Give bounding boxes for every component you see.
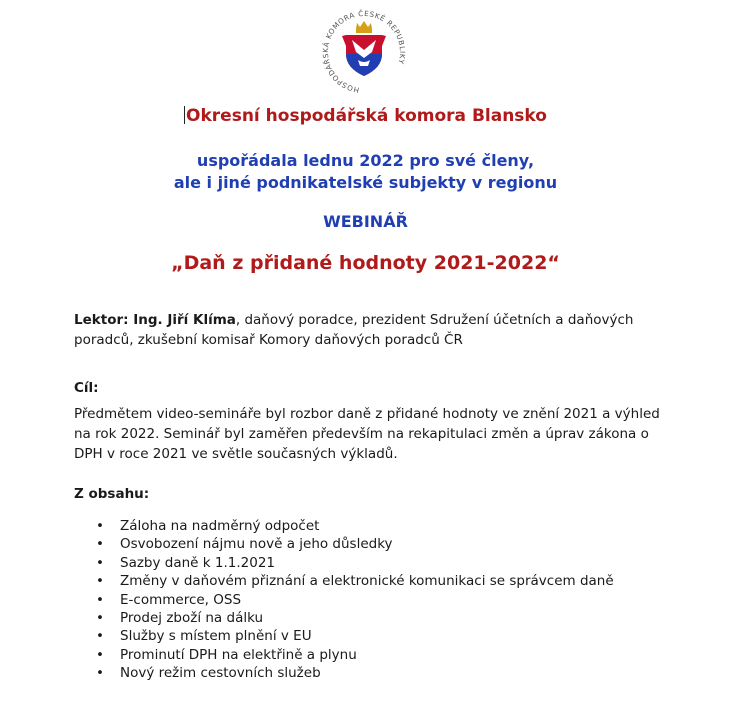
list-item: • Prominutí DPH na elektřině a plynu: [96, 646, 357, 663]
chamber-logo-icon: [312, 2, 416, 98]
event-type: WEBINÁŘ: [323, 212, 408, 231]
course-title: „Daň z přidané hodnoty 2021-2022“: [171, 252, 560, 274]
organization-title: [0, 106, 731, 126]
list-item: • Změny v daňovém přiznání a elektronické komunikaci se správcem daně: [96, 573, 614, 590]
text-cursor: [184, 106, 185, 124]
goal-line-1: Předmětem video-semináře byl rozbor daně z přidané hodnoty ve znění 2021 a výhled: [74, 406, 660, 422]
goal-line-3: DPH v roce 2021 ve světle současných výkladů.: [74, 446, 398, 462]
bullet-icon: •: [96, 536, 104, 553]
bullet-icon: •: [96, 573, 104, 590]
lector-text-1: , daňový poradce, prezident Sdružení účetních a daňových: [235, 312, 634, 328]
list-item: • Sazby daně k 1.1.2021: [96, 554, 275, 571]
bullet-icon: •: [96, 628, 104, 645]
goal-line-2: na rok 2022. Seminář byl zaměřen především na rekapitulaci změn a úprav zákona o: [74, 426, 649, 442]
goal-paragraph: [74, 404, 674, 464]
list-item: • E-commerce, OSS: [96, 591, 242, 608]
list-item: • Služby s místem plnění v EU: [96, 628, 312, 645]
intro-text: [0, 150, 731, 194]
bullet-icon: •: [96, 665, 104, 682]
lector-paragraph: [74, 310, 674, 350]
bullet-icon: •: [96, 591, 104, 608]
bullet-icon: •: [96, 554, 104, 571]
intro-line-2: ale i jiné podnikatelské subjekty v regionu: [173, 173, 558, 192]
list-item: • Osvobození nájmu nově a jeho důsledky: [96, 536, 393, 553]
logo-crown: [356, 21, 372, 33]
list-item: • Záloha na nadměrný odpočet: [96, 518, 320, 534]
organization-name: Okresní hospodářská komora Blansko: [186, 106, 547, 126]
contents-heading: Z obsahu:: [74, 486, 150, 502]
list-item: • Nový režim cestovních služeb: [96, 665, 321, 682]
list-item: • Prodej zboží na dálku: [96, 610, 264, 627]
lector-label: Lektor: Ing. Jiří Klíma: [74, 312, 236, 328]
bullet-icon: •: [96, 610, 104, 627]
contents-list: [92, 517, 614, 683]
lector-text-2: poradců, zkušební komisař Komory daňových poradců ČR: [74, 332, 463, 348]
bullet-icon: •: [96, 518, 104, 534]
bullet-icon: •: [96, 646, 104, 663]
logo-ring-text: HOSPODÁŘSKÁ KOMORA ČESKÉ REPUBLIKY: [320, 8, 408, 95]
goal-heading: Cíl:: [74, 380, 99, 396]
intro-line-1: uspořádala lednu 2022 pro své členy,: [196, 151, 535, 170]
